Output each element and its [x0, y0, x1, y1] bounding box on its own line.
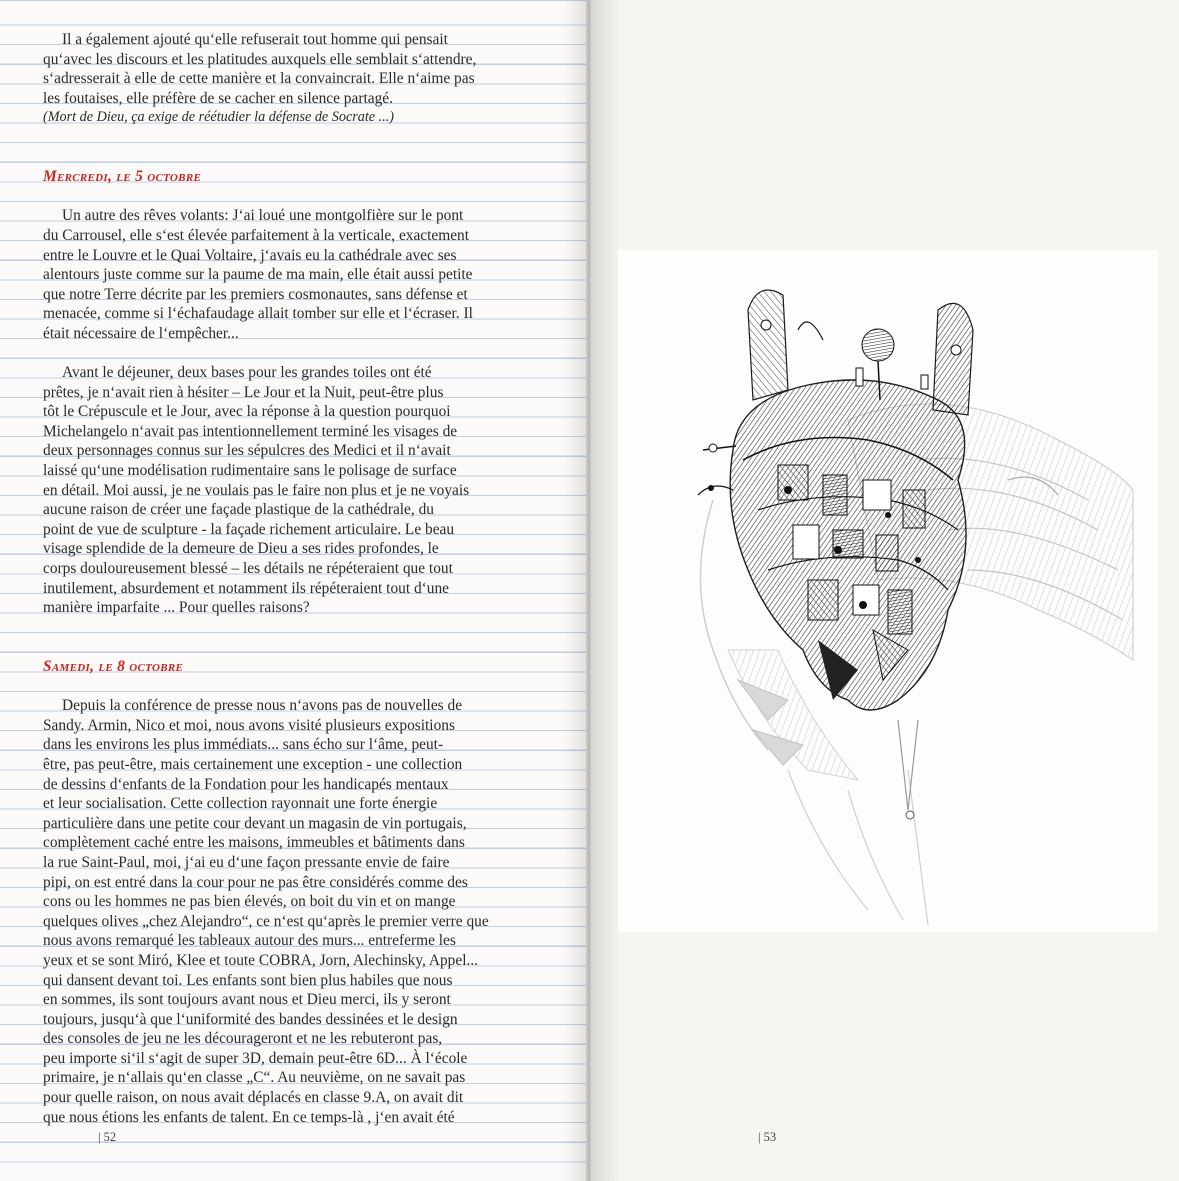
- text-line: quelques olives „chez Alejandro“, ce n‘est qu‘après le premier verre que: [43, 912, 489, 930]
- text-line: inutilement, absurdement et notamment ils répéteraient tout d‘une: [43, 579, 450, 597]
- text-line: les foutaises, elle préfère de se cacher en silence partagé.: [43, 89, 393, 107]
- spacer: [43, 128, 523, 148]
- text-line: tôt le Crépuscule et le Jour, avec la réponse à la question pourquoi: [43, 403, 451, 421]
- paragraph-3: [43, 363, 523, 618]
- page-number-right: | 53: [758, 1130, 777, 1144]
- text-line: manière imparfaite ... Pour quelles raisons?: [43, 599, 310, 617]
- gutter-shadow: [562, 0, 588, 1181]
- text-line: dans les environs les plus immédiats... sans écho sur l‘âme, peut-: [43, 736, 444, 754]
- paragraph-1: [43, 30, 523, 108]
- text-line: cons ou les hommes ne pas bien élevés, on boit du vin et on mange: [43, 893, 456, 911]
- text-line: être, pas peut-être, mais certainement une exception - une collection: [43, 755, 463, 773]
- text-line: pour quelle raison, on nous avait déplacés en classe 9.A, on avait dit: [43, 1089, 464, 1107]
- text-line: peu importe si‘il s‘agit de super 3D, demain peut-être 6D... À l‘école: [43, 1049, 468, 1067]
- text-line: menacée, comme si l‘échafaudage allait tomber sur elle et l‘écraser. Il: [43, 305, 473, 323]
- spacer: [43, 344, 523, 364]
- text-line: primaire, je n‘allais qu‘en classe „C“. Au neuvième, on ne savait pas: [43, 1069, 466, 1087]
- text-line: yeux et se sont Miró, Klee et toute COBRA, Jorn, Alechinsky, Appel...: [43, 951, 479, 969]
- spacer: [43, 187, 523, 207]
- text-line: des consoles de jeu ne les décourageront et ne les rebuteront pas,: [43, 1030, 443, 1048]
- text-line: que notre Terre décrite par les premiers cosmonautes, sans défense et: [43, 285, 468, 303]
- text-line: du Carrousel, elle s‘est élevée parfaitement à la verticale, exactement: [43, 226, 470, 244]
- text-line: Un autre des rêves volants: J‘ai loué une montgolfière sur le pont: [62, 207, 464, 225]
- illustration-panel: [618, 250, 1158, 932]
- text-line: Sandy. Armin, Nico et moi, nous avons visité plusieurs expositions: [43, 716, 455, 734]
- page-number-left: | 52: [98, 1130, 117, 1144]
- spacer: [43, 148, 523, 168]
- text-line: en détail. Moi aussi, je ne voulais pas le faire non plus et je ne voyais: [43, 481, 470, 499]
- text-line: point de vue de sculpture - la façade richement articulaire. Le beau: [43, 520, 455, 538]
- text-line: alentours juste comme sur la paume de ma main, elle était aussi petite: [43, 266, 473, 284]
- text-line: que nous étions les enfants de talent. En ce temps-là , j‘en avait été: [43, 1108, 455, 1126]
- paragraph-2: [43, 206, 523, 343]
- text-line: complètement caché entre les maisons, immeubles et bâtiments dans: [43, 834, 465, 852]
- text-line: pipi, on est entré dans la cour pour ne pas être considérés comme des: [43, 873, 468, 891]
- text-line: visage splendide de la demeure de Dieu a ses rides profondes, le: [43, 540, 439, 558]
- text-line: prêtes, je n‘avait rien à hésiter – Le Jour et la Nuit, peut-être plus: [43, 383, 444, 401]
- text-line: particulière dans une petite cour devant un magasin de vin portugais,: [43, 814, 467, 832]
- gutter-shadow: [591, 0, 621, 1181]
- text-line: qu‘avec les discours et les platitudes auxquels elle semblait s‘attendre,: [43, 50, 477, 68]
- spacer: [43, 677, 523, 697]
- text-line: qui dansent devant toi. Les enfants sont bien plus habiles que nous: [43, 971, 453, 989]
- right-page: [591, 0, 1179, 1181]
- text-line: en sommes, ils sont toujours avant nous et Dieu merci, ils y seront: [43, 991, 451, 1009]
- text-line: et leur socialisation. Cette collection rayonnait une forte énergie: [43, 795, 438, 813]
- text-line: Avant le déjeuner, deux bases pour les grandes toiles ont été: [62, 364, 432, 382]
- left-page-text: [43, 30, 523, 1127]
- text-line: de dessins d‘enfants de la Fondation pour les handicapés mentaux: [43, 775, 449, 793]
- diary-heading: Mercredi, le 5 octobre: [43, 168, 202, 186]
- paragraph-4: [43, 696, 523, 1127]
- spacer: [43, 637, 523, 657]
- text-line: Michelangelo n‘avait pas intentionnellement terminé les visages de: [43, 422, 458, 440]
- ink-drawing-illustration: [618, 250, 1158, 932]
- text-line: était nécessaire de l‘empêcher...: [43, 324, 239, 342]
- diary-heading: Samedi, le 8 octobre: [43, 658, 184, 675]
- spacer: [43, 618, 523, 638]
- text-line: deux personnages connus sur les sépulcres des Medici et il n‘avait: [43, 442, 451, 460]
- text-line: aucune raison de créer une façade plastique de la cathédrale, du: [43, 501, 434, 519]
- text-line: corps douloureusement blessé – les détails ne répéteraient que tout: [43, 560, 453, 578]
- text-line: laissé qu‘une modélisation rudimentaire sans le polisage de surface: [43, 462, 457, 480]
- text-line: la rue Saint-Paul, moi, j‘ai eu d‘une façon pressante envie de faire: [43, 853, 450, 871]
- text-line: s‘adresserait à elle de cette manière et la convaincrait. Elle n‘aime pas: [43, 70, 475, 88]
- text-line: toujours, jusqu‘à que l‘uniformité des bandes dessinées et le design: [43, 1010, 458, 1028]
- text-line: Depuis la conférence de presse nous n‘avons pas de nouvelles de: [62, 697, 463, 715]
- text-line: Il a également ajouté qu‘elle refuserait tout homme qui pensait: [62, 31, 448, 48]
- aside-note: (Mort de Dieu, ça exige de réétudier la défense de Socrate ...): [43, 109, 395, 126]
- left-page: [0, 0, 588, 1181]
- text-line: nous avons remarqué les tableaux autour des murs... entreferme les: [43, 932, 456, 950]
- text-line: entre le Louvre et le Quai Voltaire, j‘avais eu la cathédrale avec ses: [43, 246, 457, 264]
